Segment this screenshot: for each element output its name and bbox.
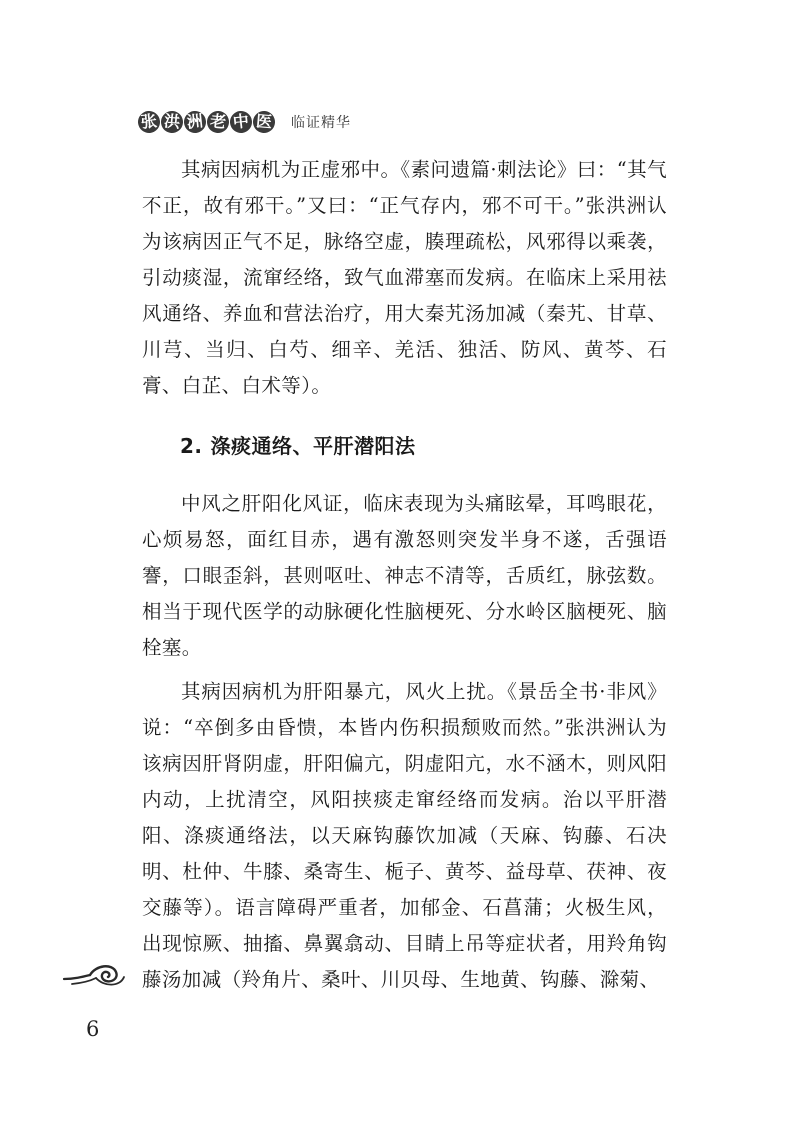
running-header — [138, 104, 351, 140]
cloud-scroll-icon — [60, 957, 130, 993]
page-body — [142, 152, 667, 998]
page-number: 6 — [86, 1017, 100, 1041]
series-title-char: 医 — [252, 110, 276, 134]
series-title-char: 洲 — [183, 110, 207, 134]
section-number: 2. — [180, 434, 203, 458]
series-title-char: 中 — [229, 110, 253, 134]
section-heading — [142, 429, 667, 463]
body-paragraph: 其病因病机为肝阳暴亢，风火上扰。《景岳全书·非风》说：“卒倒多由昏愦，本皆内伤积损颓败而然。”张洪洲认为该病因肝肾阴虚，肝阳偏亢，阴虚阳亢，水不涵木，则风阳内动，上扰清空，风阳挟痰走窜经络而发病。治以平肝潜阳、涤痰通络法，以天麻钩藤饮加减（天麻、钩藤、石决明、杜仲、牛膝、桑寄生、栀子、黄芩、益母草、茯神、夜交藤等）。语言障碍严重者，加郁金、石菖蒲；火极生风，出现惊厥、抽搐、鼻翼翕动、目睛上吊等症状者，用羚角钩藤汤加减（羚角片、桑叶、川贝母、生地黄、钩藤、滁菊、 — [142, 680, 667, 991]
book-subtitle: 临证精华 — [291, 115, 351, 131]
series-title-char: 老 — [206, 110, 230, 134]
series-title-char: 洪 — [160, 110, 184, 134]
series-title-char: 张 — [137, 110, 161, 134]
series-title-seal — [138, 111, 275, 133]
body-paragraph: 中风之肝阳化风证，临床表现为头痛眩晕，耳鸣眼花，心烦易怒，面红目赤，遇有激怒则突发半身不遂，舌强语謇，口眼歪斜，甚则呕吐、神志不清等，舌质红，脉弦数。相当于现代医学的动脉硬化性脑梗死、分水岭区脑梗死、脑栓塞。 — [142, 492, 667, 659]
section-title: 涤痰通络、平肝潜阳法 — [210, 434, 416, 458]
body-paragraph: 其病因病机为正虚邪中。《素问遗篇·刺法论》曰：“其气不正，故有邪干。”又曰：“正气存内，邪不可干。”张洪洲认为该病因正气不足，脉络空虚，腠理疏松，风邪得以乘袭，引动痰湿，流窜经络，致气血滞塞而发病。在临床上采用祛风通络、养血和营法治疗，用大秦艽汤加减（秦艽、甘草、川芎、当归、白芍、细辛、羌活、独活、防风、黄芩、石膏、白芷、白术等）。 — [142, 158, 667, 397]
